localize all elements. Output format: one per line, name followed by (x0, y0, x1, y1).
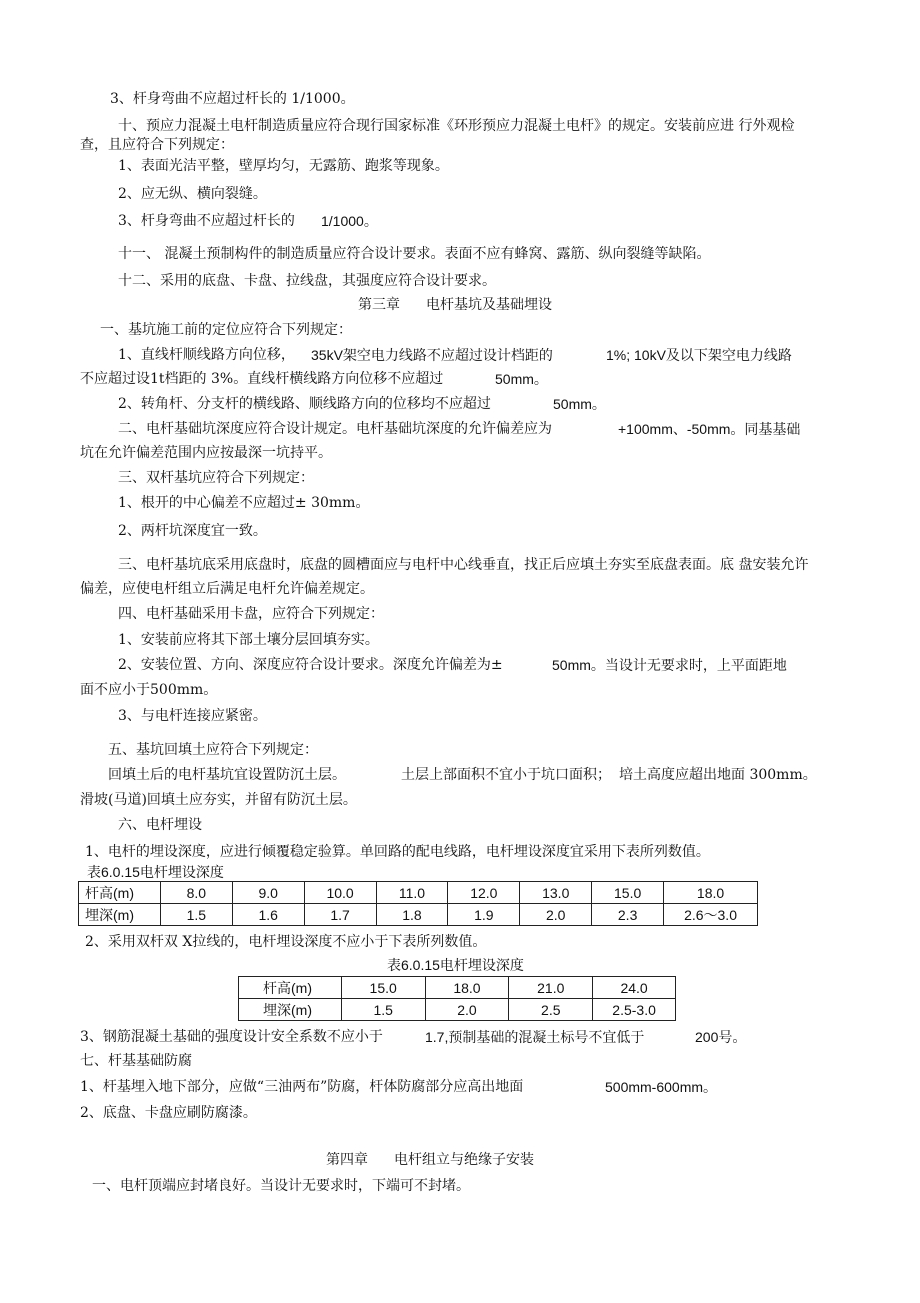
table-cell: 1.9 (448, 904, 520, 926)
table-caption: 表6.0.15电杆埋设深度 (87, 864, 224, 880)
text-line: 七、杆基基础防腐 (80, 1053, 192, 1069)
text-line: 三、电杆基坑底采用底盘时，底盘的圆槽面应与电杆中心线垂直，找正后应填土夯实至底盘表面。底 盘安装允许 (118, 557, 809, 573)
table-cell: 2.0 (520, 904, 592, 926)
table-header-cell: 杆高(m) (79, 882, 161, 904)
text-line: 3、与电杆连接应紧密。 (118, 708, 267, 724)
text-segment: 1、直线杆顺线路方向位移， (118, 347, 295, 363)
text-segment: +100mm、-50mm。同基基础 (618, 421, 801, 437)
text-segment: 2、安装位置、方向、深度应符合设计要求。深度允许偏差为± (118, 657, 503, 673)
text-line (118, 395, 606, 413)
text-line: 三、双杆基坑应符合下列规定： (118, 470, 314, 486)
text-line: 五、基坑回填土应符合下列规定： (108, 742, 318, 758)
table-cell: 1.6 (232, 904, 304, 926)
table-cell: 11.0 (376, 882, 448, 904)
text-line: 面不应小于500mm。 (80, 682, 218, 698)
text-line (80, 1028, 747, 1046)
table-cell: 8.0 (160, 882, 232, 904)
text-segment: 3、杆身弯曲不应超过杆长的 (118, 213, 295, 229)
text-line: 一、电杆顶端应封堵良好。当设计无要求时，下端可不封堵。 (92, 1178, 470, 1194)
table-cell: 1.5 (160, 904, 232, 926)
text-line (118, 212, 378, 230)
table-cell: 24.0 (593, 977, 676, 999)
text-line: 1、根开的中心偏差不应超过± 30mm。 (118, 495, 370, 511)
table-cell: 13.0 (520, 882, 592, 904)
text-segment: 二、电杆基础坑深度应符合设计规定。电杆基础坑深度的允许偏差应为 (118, 421, 552, 437)
text-line: 查，且应符合下列规定： (80, 137, 234, 153)
table-cell: 12.0 (448, 882, 520, 904)
table-cell: 15.0 (341, 977, 425, 999)
text-segment: 1/1000。 (321, 213, 378, 229)
text-line: 十一、 混凝土预制构件的制造质量应符合设计要求。表面不应有蜂窝、露筋、纵向裂缝等缺陷。 (118, 246, 711, 262)
text-line: 六、电杆埋设 (118, 817, 202, 833)
text-line: 一、基坑施工前的定位应符合下列规定： (100, 322, 352, 338)
text-segment: 50mm。当设计无要求时，上平面距地 (552, 657, 787, 673)
text-line (80, 370, 548, 388)
chapter-title: 电杆组立与绝缘子安装 (394, 1152, 534, 1168)
text-line: 1、电杆的埋设深度，应进行倾覆稳定验算。单回路的配电线路，电杆埋设深度宜采用下表所列数值。 (85, 844, 710, 860)
table-cell: 21.0 (509, 977, 593, 999)
chapter-number: 第三章 (358, 297, 400, 313)
table-cell: 1.7 (304, 904, 376, 926)
text-line (80, 1078, 718, 1096)
table-cell: 1.5 (341, 999, 425, 1021)
text-segment: 3、钢筋混凝土基础的强度设计安全系数不应小于 (80, 1029, 383, 1045)
text-line (118, 346, 792, 364)
text-line: 滑坡(马道)回填土应夯实，并留有防沉土层。 (80, 792, 357, 808)
text-line: 十、预应力混凝土电杆制造质量应符合现行国家标准《环形预应力混凝土电杆》的规定。安装前应进 行外观检 (118, 118, 795, 134)
table-cell: 1.8 (376, 904, 448, 926)
text-line: 1、表面光洁平整，壁厚均匀，无露筋、跑浆等现象。 (118, 158, 449, 174)
text-line: 2、应无纵、横向裂缝。 (118, 186, 267, 202)
text-segment: 500mm-600mm。 (605, 1079, 718, 1095)
table-row (239, 999, 676, 1021)
text-segment: 200号。 (695, 1029, 747, 1045)
table-cell: 2.3 (592, 904, 664, 926)
burial-depth-table-1 (78, 881, 758, 926)
table-cell: 2.6～3.0 (664, 904, 758, 926)
text-line (118, 656, 787, 674)
table-row (239, 977, 676, 999)
text-segment: 1%; 10kV及以下架空电力线路 (606, 347, 792, 363)
table-header-cell: 埋深(m) (239, 999, 342, 1021)
text-line (118, 420, 801, 438)
chapter-heading (358, 296, 552, 314)
table-cell: 18.0 (425, 977, 509, 999)
text-segment: 培土高度应超出地面 300mm。 (619, 767, 817, 783)
table-row (79, 882, 758, 904)
text-line: 十二、采用的底盘、卡盘、拉线盘，其强度应符合设计要求。 (118, 273, 496, 289)
burial-depth-table-2 (238, 976, 676, 1021)
table-cell: 15.0 (592, 882, 664, 904)
chapter-number: 第四章 (326, 1152, 368, 1168)
text-segment: 1.7,预制基础的混凝土标号不宜低于 (425, 1029, 645, 1045)
table-cell: 2.5 (509, 999, 593, 1021)
text-line (108, 766, 817, 784)
chapter-title: 电杆基坑及基础埋设 (426, 297, 552, 313)
text-line: 1、安装前应将其下部土壤分层回填夯实。 (118, 632, 379, 648)
text-line: 四、电杆基础采用卡盘，应符合下列规定： (118, 606, 384, 622)
table-cell: 2.0 (425, 999, 509, 1021)
text-segment: 50mm。 (495, 371, 548, 387)
text-line: 3、杆身弯曲不应超过杆长的 1/1000。 (110, 91, 355, 107)
text-segment: 不应超过设1t档距的 3%。直线杆横线路方向位移不应超过 (80, 371, 444, 387)
text-segment: 35kV架空电力线路不应超过设计档距的 (311, 347, 553, 363)
text-segment: 50mm。 (553, 396, 606, 412)
table-row (79, 904, 758, 926)
table-header-cell: 埋深(m) (79, 904, 161, 926)
table-header-cell: 杆高(m) (239, 977, 342, 999)
text-line: 偏差，应使电杆组立后满足电杆允许偏差规定。 (80, 581, 374, 597)
text-line: 2、两杆坑深度宜一致。 (118, 523, 267, 539)
text-segment: 1、杆基埋入地下部分，应做“三油两布”防腐，杆体防腐部分应高出地面 (80, 1079, 524, 1095)
table-cell: 9.0 (232, 882, 304, 904)
table-cell: 10.0 (304, 882, 376, 904)
text-segment: 2、转角杆、分支杆的横线路、顺线路方向的位移均不应超过 (118, 396, 491, 412)
table-cell: 18.0 (664, 882, 758, 904)
text-line: 2、采用双杆双 X拉线的，电杆埋设深度不应小于下表所列数值。 (85, 934, 487, 950)
chapter-heading (326, 1151, 534, 1169)
text-segment: 土层上部面积不宜小于坑口面积； (401, 767, 611, 783)
text-line: 2、底盘、卡盘应刷防腐漆。 (80, 1105, 257, 1121)
table-caption: 表6.0.15电杆埋设深度 (387, 957, 524, 973)
text-line: 坑在允许偏差范围内应按最深一坑持平。 (80, 445, 332, 461)
text-segment: 回填土后的电杆基坑宜设置防沉土层。 (108, 767, 346, 783)
table-cell: 2.5-3.0 (593, 999, 676, 1021)
